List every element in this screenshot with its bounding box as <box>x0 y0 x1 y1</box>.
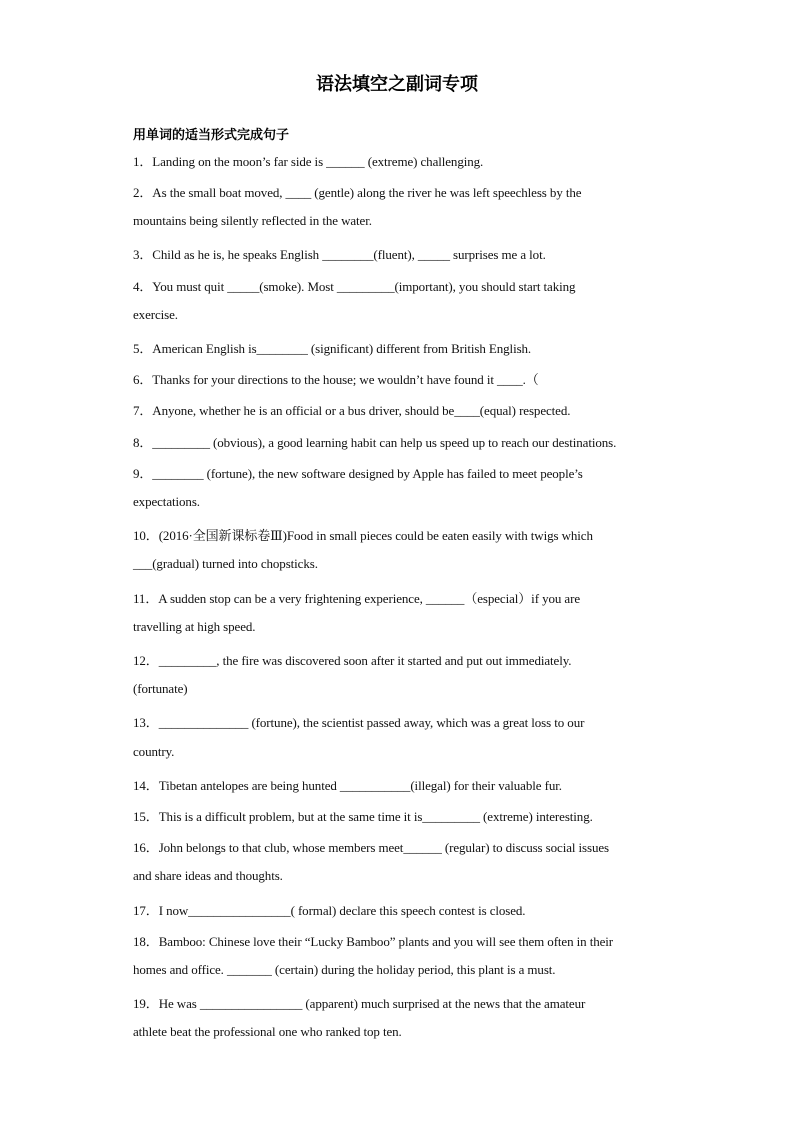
question-line: 2．As the small boat moved, ____ (gentle) along the river he was left speechless by the <box>133 185 582 200</box>
question-line: 4．You must quit _____(smoke). Most _________(important), you should start taking <box>133 279 576 294</box>
question-line: 5．American English is________ (significant) different from British English. <box>133 341 532 356</box>
question-line: travelling at high speed. <box>133 619 256 634</box>
section-heading: 用单词的适当形式完成句子 <box>133 128 290 143</box>
page-title: 语法填空之副词专项 <box>316 74 478 95</box>
question-line: mountains being silently reflected in the water. <box>133 213 372 228</box>
question-line: and share ideas and thoughts. <box>133 868 283 883</box>
question-line: country. <box>133 744 175 759</box>
question-line: ___(gradual) turned into chopsticks. <box>133 556 318 571</box>
question-line: 15．This is a difficult problem, but at the same time it is_________ (extreme) interesting. <box>133 809 593 824</box>
question-line: 16．John belongs to that club, whose members meet______ (regular) to discuss social issues <box>133 840 609 855</box>
question-line: exercise. <box>133 307 178 322</box>
question-line: 1．Landing on the moon’s far side is ______ (extreme) challenging. <box>133 154 484 169</box>
question-line: 9．________ (fortune), the new software designed by Apple has failed to meet people’s <box>133 466 583 481</box>
question-line: 18．Bamboo: Chinese love their “Lucky Bamboo” plants and you will see them often in their <box>133 934 614 949</box>
question-line: expectations. <box>133 494 200 509</box>
question-line: homes and office. _______ (certain) during the holiday period, this plant is a must. <box>133 962 556 977</box>
question-line: 6．Thanks for your directions to the house; we wouldn’t have found it ____.（ <box>133 372 539 387</box>
question-line: 17．I now________________( formal) declare this speech contest is closed. <box>133 903 526 918</box>
question-line: (fortunate) <box>133 681 188 696</box>
question-line: 8．_________ (obvious), a good learning habit can help us speed up to reach our destinations. <box>133 435 617 450</box>
question-line: 13．______________ (fortune), the scientist passed away, which was a great loss to our <box>133 715 585 730</box>
question-line: 3．Child as he is, he speaks English ________(fluent), _____ surprises me a lot. <box>133 247 546 262</box>
question-line: 19．He was ________________ (apparent) much surprised at the news that the amateur <box>133 996 586 1011</box>
question-line: 10．(2016·全国新课标卷Ⅲ)Food in small pieces could be eaten easily with twigs which <box>133 528 593 543</box>
question-line: 11．A sudden stop can be a very frightening experience, ______（especial）if you are <box>133 591 580 606</box>
question-line: 7．Anyone, whether he is an official or a bus driver, should be____(equal) respected. <box>133 403 571 418</box>
question-line: 12．_________, the fire was discovered soon after it started and put out immediately. <box>133 653 572 668</box>
question-line: 14．Tibetan antelopes are being hunted ___________(illegal) for their valuable fur. <box>133 778 562 793</box>
question-line: athlete beat the professional one who ranked top ten. <box>133 1024 402 1039</box>
